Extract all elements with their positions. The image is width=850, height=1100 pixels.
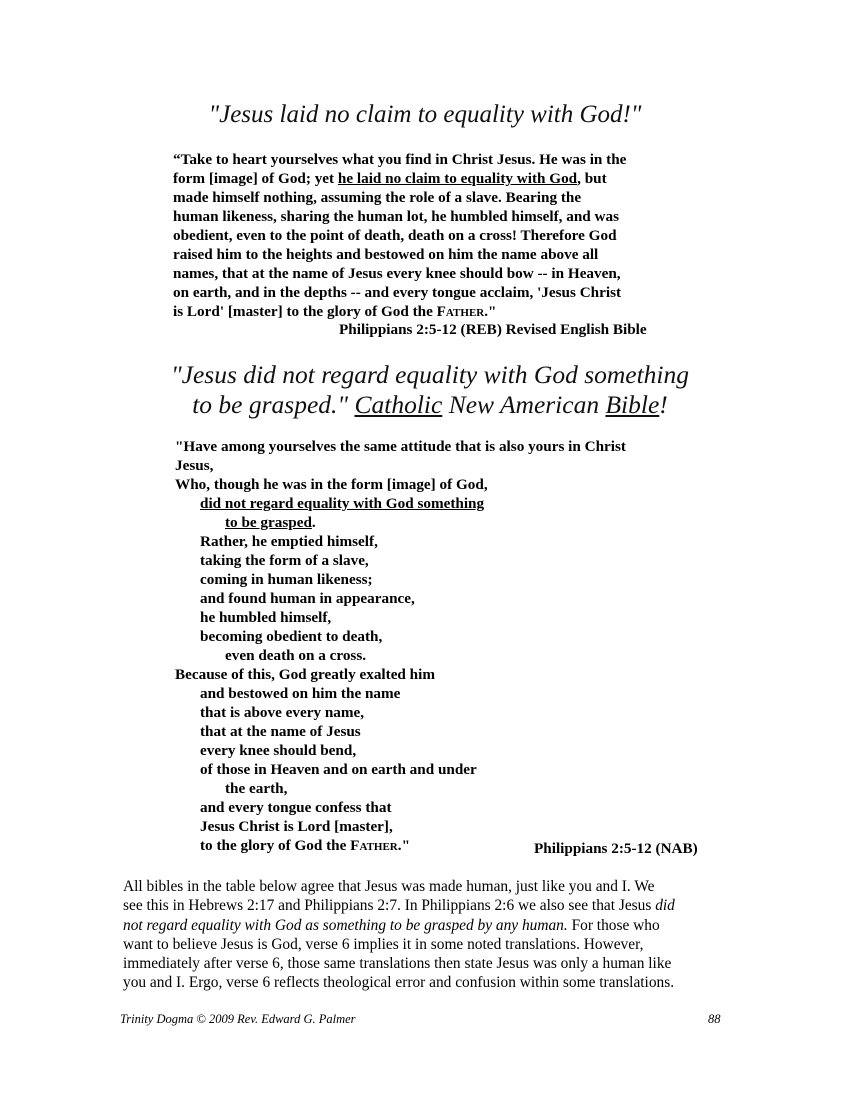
quote-reb-line	[173, 302, 693, 321]
commentary-paragraph	[123, 877, 733, 993]
quote-nab-line: "Have among yourselves the same attitude that is also yours in Christ	[175, 438, 626, 455]
paragraph-line	[123, 896, 733, 915]
quote-reb-line: obedient, even to the point of death, death on a cross! Therefore God	[173, 227, 617, 244]
quote-nab-line: of those in Heaven and on earth and under	[200, 761, 477, 778]
quote-nab-line: Rather, he emptied himself,	[200, 533, 378, 550]
quote-reb-line: made himself nothing, assuming the role of a slave. Bearing the	[173, 189, 582, 206]
quote-reb-line	[173, 150, 693, 169]
quote-reb	[173, 150, 693, 321]
quote-nab-line: and found human in appearance,	[200, 590, 415, 607]
underlined-catholic: Catholic	[354, 390, 443, 419]
text: to the glory of God the	[200, 837, 351, 854]
text: see this in Hebrews 2:17 and Philippians 2:7. In Philippians 2:6 we also see that Jesus	[123, 897, 656, 915]
paragraph-line: you and I. Ergo, verse 6 reflects theological error and confusion within some translations.	[123, 974, 675, 992]
paragraph-line: want to believe Jesus is God, verse 6 implies it in some noted translations. However,	[123, 935, 644, 953]
quote-nab-line: that is above every name,	[200, 704, 365, 721]
footer-copyright: Trinity Dogma © 2009 Rev. Edward G. Palmer	[120, 1012, 356, 1026]
quote-nab-line: taking the form of a slave,	[200, 552, 369, 569]
small-caps-word: Father	[350, 837, 398, 854]
heading-nab-line1: "Jesus did not regard equality with God something	[170, 360, 690, 389]
underlined-phrase: he laid no claim to equality with God	[337, 170, 578, 187]
quote-nab-line: even death on a cross.	[225, 647, 367, 664]
small-caps-word: Father	[436, 303, 485, 320]
quote-nab-line: he humbled himself,	[200, 609, 332, 626]
text: ."	[484, 303, 497, 320]
quote-reb-line: human likeness, sharing the human lot, he humbled himself, and was	[173, 208, 620, 225]
quote-nab-line: the earth,	[225, 780, 288, 797]
quote-nab-line	[175, 494, 715, 513]
citation-reb: Philippians 2:5-12 (REB) Revised English Bible	[339, 321, 647, 338]
text: !	[659, 390, 668, 419]
page-number: 88	[708, 1012, 721, 1026]
underlined-phrase: to be grasped	[225, 514, 312, 531]
text: “Take to heart yourselves what you find in Christ Jesus. He was in the	[173, 151, 627, 168]
heading-nab	[150, 360, 710, 420]
quote-nab-line: Because of this, God greatly exalted him	[175, 666, 435, 683]
paragraph-line: All bibles in the table below agree that Jesus was made human, just like you and I. We	[123, 878, 655, 895]
quote-nab-line: Who, though he was in the form [image] of God,	[175, 476, 488, 493]
quote-reb-line: raised him to the heights and bestowed on him the name above all	[173, 246, 599, 263]
quote-nab-line: becoming obedient to death,	[200, 628, 383, 645]
text: , but	[577, 170, 607, 187]
underlined-phrase: did not regard equality with God something	[200, 495, 485, 512]
citation-nab: Philippians 2:5-12 (NAB)	[534, 840, 698, 857]
heading-reb: "Jesus laid no claim to equality with God!"	[208, 101, 642, 128]
quote-nab-line: Jesus Christ is Lord [master],	[200, 818, 393, 835]
italic-text: not regard equality with God as something to be grasped by any human.	[123, 916, 568, 934]
quote-nab	[175, 437, 715, 855]
quote-reb-line: names, that at the name of Jesus every knee should bow -- in Heaven,	[173, 265, 621, 282]
quote-nab-line	[175, 513, 715, 532]
quote-reb-line	[173, 169, 693, 188]
quote-nab-line: Jesus,	[175, 457, 214, 474]
text: .	[311, 514, 316, 531]
quote-nab-line: every knee should bend,	[200, 742, 357, 759]
text: New American	[442, 390, 606, 419]
quote-nab-line: and every tongue confess that	[200, 799, 392, 816]
text: form [image] of God; yet	[173, 170, 338, 187]
quote-nab-line: coming in human likeness;	[200, 571, 373, 588]
underlined-bible: Bible	[605, 390, 660, 419]
text: For those who	[567, 916, 660, 934]
text: to be grasped."	[192, 390, 355, 419]
text: ."	[397, 837, 410, 854]
quote-nab-line: that at the name of Jesus	[200, 723, 361, 740]
quote-nab-line: and bestowed on him the name	[200, 685, 401, 702]
quote-reb-line: on earth, and in the depths -- and every tongue acclaim, 'Jesus Christ	[173, 284, 622, 301]
italic-text: did	[655, 897, 675, 915]
paragraph-line	[123, 916, 733, 935]
text: is Lord' [master] to the glory of God the	[173, 303, 437, 320]
paragraph-line: immediately after verse 6, those same translations then state Jesus was only a human like	[123, 955, 672, 973]
